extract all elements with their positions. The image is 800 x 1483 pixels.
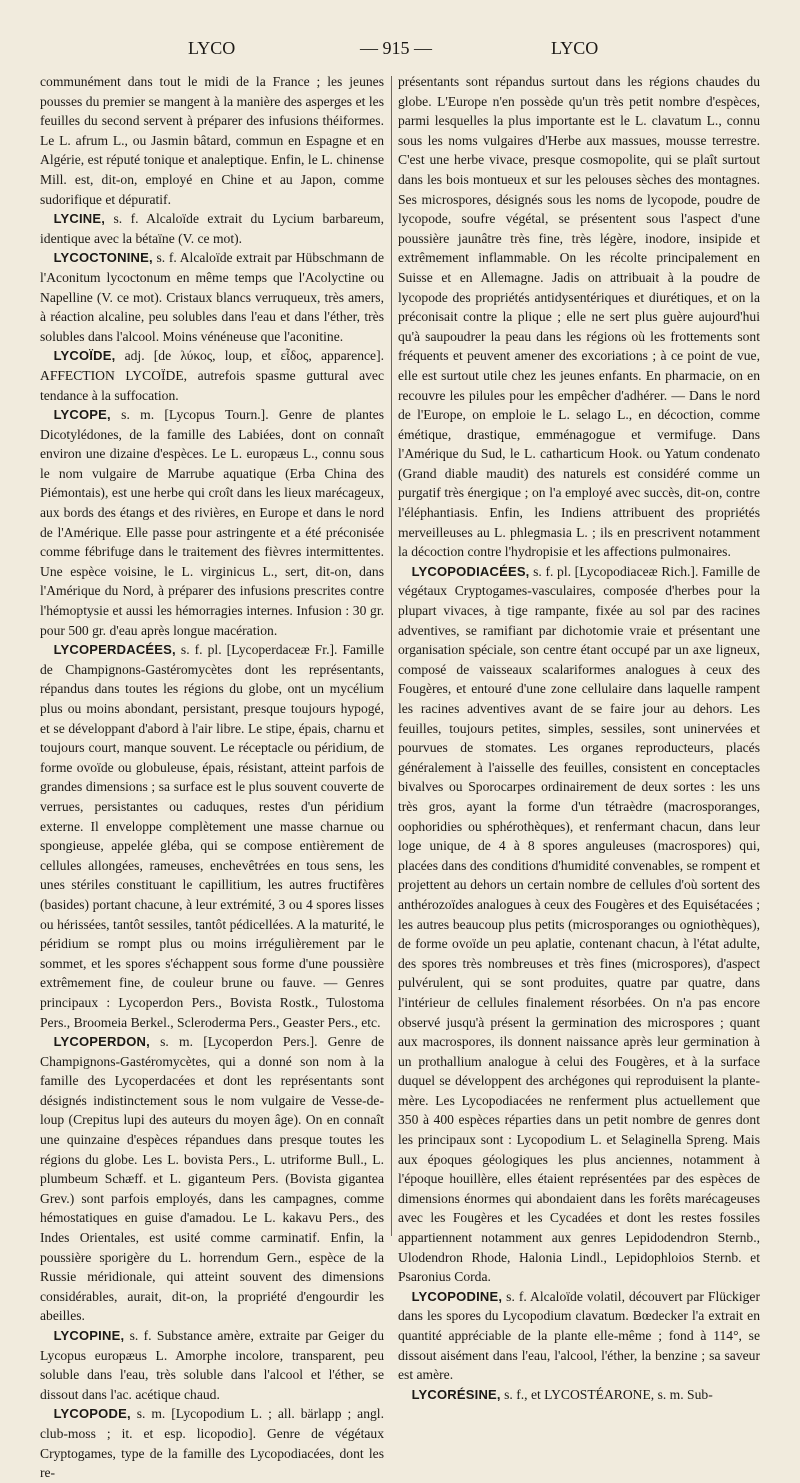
right-column xyxy=(398,72,760,1404)
entry-headword: LYCOPODE, xyxy=(53,1406,131,1422)
entry-text: s. f. Alcaloïde volatil, découvert par Flückiger dans les spores du Lycopodium clavatum. Bœdecker l'a extrait en quantité appréciable de la plante elle-même ; fond à 114°, se dissout aisément dans l'eau, l'alcool, l'éther, la benzine ; sa saveur est amère. xyxy=(398,1288,760,1383)
entry-headword: LYCOPODINE, xyxy=(411,1288,503,1304)
entry-lycoide xyxy=(40,346,384,405)
entry-lycope xyxy=(40,405,384,640)
entry-text: s. f. pl. [Lycoperdaceæ Fr.]. Famille de Champignons-Gastéromycètes dont les représentants, répandus dans toutes les régions du globe, ont un mycélium plus ou moins abondant, persistant, presque toujours hypogé, et se développant d'abord à l'air libre. Le stipe, épais, charnu et toujours court, manque souvent. Le réceptacle ou péridium, de forme ovoïde ou globuleuse, épais, résistant, atteint parfois de grandes dimensions ; sa surface est le plus souvent couverte de verrues, persistantes ou caduques, restes d'un péridium externe. Il enveloppe complètement une masse charnue ou spongieuse, appelée gléba, qui se compose entièrement de cellules allongées, rameuses, enchevêtrées en tous sens, les unes stériles constituant le capillitium, les autres fructifères (basides) portant chacune, à leur extrémité, 3 ou 4 spores lisses ou hérissées, tantôt sessiles, tantôt pédicellées. A la maturité, le péridium se rompt plus ou moins irrégulièrement par le sommet, et les spores s'échappent sous forme d'une poussière extrêmement fine, de couleur brune ou fauve. — Genres principaux : Lycoperdon Pers., Bovista Rostk., Tulostoma Pers., Broomeia Berkel., Scleroderma Pers., Geaster Pers., etc. xyxy=(40,642,384,1030)
running-header xyxy=(0,38,800,64)
entry-text: communément dans tout le midi de la France ; les jeunes pousses du premier se mangent à la manière des asperges et les feuilles du second servent à préparer des infusions théiformes. Le L. afrum L., ou Jasmin bâtard, commun en Espagne et en Algérie, est réputé tonique et analeptique. Enfin, le L. chinense Mill. est, dit-on, employé en Chine et au Japon, comme sudorifique et dépuratif. xyxy=(40,74,384,207)
entry-text: s. f. Alcaloïde extrait du Lycium barbareum, identique avec la bétaïne (V. ce mot). xyxy=(40,211,384,246)
entry-headword: LYCOÏDE, xyxy=(53,348,116,364)
entry-headword: LYCOCTONINE, xyxy=(53,250,153,266)
entry-headword: LYCINE, xyxy=(53,211,106,227)
entry-lycine xyxy=(40,209,384,248)
entry-continuation xyxy=(398,72,760,562)
entry-text: s. f., et LYCOSTÉARONE, s. m. Sub- xyxy=(500,1386,713,1402)
page-number: — 915 — xyxy=(360,38,432,58)
entry-lycopode xyxy=(40,1404,384,1482)
entry-text: s. f. Substance amère, extraite par Geiger du Lycopus europæus L. Amorphe incolore, transparent, peu soluble dans l'eau, très soluble dans l'alcool et l'éther, se dissout dans l'ac. acétique chaud. xyxy=(40,1328,384,1402)
entry-headword: LYCORÉSINE, xyxy=(411,1386,501,1402)
column-divider xyxy=(391,76,392,1236)
entry-headword: LYCOPERDON, xyxy=(53,1034,150,1050)
entry-lycopodine xyxy=(398,1287,760,1385)
entry-headword: LYCOPINE, xyxy=(53,1328,125,1343)
entry-text: s. m. [Lycoperdon Pers.]. Genre de Champignons-Gastéromycètes, qui a donné son nom à la famille des Lycoperdacées et dont les représentants sont désignés indistinctement sous le nom vulgaire de Vesse-de-loup (Crepitus lupi des auteurs du moyen âge). On en connaît une quinzaine d'espèces répandues dans presque toutes les régions du globe. Les L. bovista Pers., L. utriforme Bull., L. plumbeum Schæff. et L. giganteum Pers. (Bovista gigantea Grev.) sont parfois employés, dans les campagnes, comme hémostatiques en guise d'amadou. Le L. kakavu Pers., des Indes Orientales, est usité comme carminatif. Enfin, la poussière sporigère du L. horrendum Gern., espèce de la Russie méridionale, qui atteint souvent des dimensions considérables, aurait, dit-on, la propriété d'engourdir les abeilles. xyxy=(40,1034,384,1324)
entry-text: s. f. Alcaloïde extrait par Hübschmann de l'Aconitum lycoctonum en même temps que l'Acolyctine ou Napelline (V. ce mot). Cristaux blancs verruqueux, très amers, à réaction alcaline, peu solubles dans l'eau et dans l'éther, très solubles dans l'alcool. Moins vénéneuse que l'aconitine. xyxy=(40,250,384,344)
entry-headword: LYCOPERDACÉES, xyxy=(53,642,176,658)
entry-continuation xyxy=(40,72,384,209)
entry-text: s. m. [Lycopus Tourn.]. Genre de plantes Dicotylédones, de la famille des Labiées, dont on connaît environ une dizaine d'espèces. Le L. europæus L., connu sous le nom vulgaire de Marrube aquatique (Erba China des Piémontais), est une herbe qui croît dans les lieux marécageux, aux bords des étangs et des rivières, en Europe et dans le nord de l'Amérique. Elle passe pour astringente et a été préconisée comme fébrifuge dans le traitement des fièvres intermittentes. Une espèce voisine, le L. virginicus L., sert, dit-on, dans l'Amérique du Nord, à préparer des infusions prescrites contre l'hémoptysie et aussi les hémorragies internes. Infusion : 30 gr. pour 500 gr. d'eau après longue macération. xyxy=(40,407,384,638)
entry-lycoctonine xyxy=(40,248,384,346)
entry-lycoperdon xyxy=(40,1032,384,1326)
header-left: LYCO xyxy=(188,38,236,58)
entry-lycopine xyxy=(40,1326,384,1404)
entry-text: s. f. pl. [Lycopodiaceæ Rich.]. Famille de végétaux Cryptogames-vasculaires, composée d'herbes pour la plupart vivaces, à tige rampante, fixée au sol par des racines adventives, se ramifiant par dichotomie vraie et présentant une organisation spéciale, son centre étant occupé par un axe ligneux, composé de vaisseaux scalariformes analogues à ceux des Fougères, et entouré d'une zone cellulaire dans laquelle rampent les racines adventives avant de se faire jour au dehors. Les feuilles, toujours petites, simples, sessiles, sont uninervées et pourvues de stomates. Les organes reproducteurs, placés généralement à l'aisselle des feuilles, consistent en conceptacles bivalves ou Sporocarpes ordinairement de deux sortes : les uns très gros, ayant la forme d'un tétraèdre (macrosporanges, oophoridies ou sphérothèques), et renfermant chacun, dans leur loge unique, de 4 à 8 spores anguleuses (macrospores) qui, placées dans des conditions d'humidité convenables, se rompent et projettent au dehors un certain nombre de cellules d'où sortent des anthérozoïdes analogues à ceux des Fougères et des Equisétacées ; les autres beaucoup plus petits (microsporanges ou ogniothèques), de forme ovoïde un peu aplatie, contenant chacun, à l'état adulte, des spores très nombreuses et très fines (microspores), d'aspect pulvérulent, qui se sont produites, quatre par quatre, dans l'intérieur de cellules finalement résorbées. On n'a pas encore observé jusqu'à présent la germination des microspores ; quant aux macrospores, ils donnent naissance après leur germination à un prothallium analogue à celui des Fougères, et à la surface duquel se développent des archégones qui reproduisent la plante-mère. Les Lycopodiacées ne renferment plus actuellement que 350 à 400 espèces réparties dans un petit nombre de genres dont les principaux sont : Lycopodium L. et Selaginella Spreng. Mais aux époques géologiques les plus anciennes, notamment à l'époque houillère, elles étaient représentées par des espèces de dimensions énormes qui abondaient dans les forêts marécageuses avec les Fougères et les Cycadées et dont les restes fossiles appartiennent notamment aux genres Lepidodendron Sternb., Ulodendron Rhode, Halonia Lindl., Lepidophloios Sternb. et Psaronius Corda. xyxy=(398,563,760,1285)
entry-headword: LYCOPE, xyxy=(53,407,111,423)
entry-text: présentants sont répandus surtout dans les régions chaudes du globe. L'Europe n'en possède qu'un très petit nombre d'espèces, parmi lesquelles la plus importante est le L. clavatum L., connu sous les noms vulgaires d'Herbe aux massues, mousse terrestre. C'est une herbe vivace, presque cosmopolite, qui se plaît surtout dans les bois montueux et sur les pelouses sèches des montagnes. Ses microspores, désignés sous les noms de lycopode, poudre de lycopode, soufre végétal, se présentent sous l'aspect d'une poussière jaunâtre très fine, très légère, inodore, insipide et extrêmement inflammable. On les récolte principalement en Suisse et en Allemagne. Jadis on attribuait à la poudre de lycopode des propriétés antidysentériques et diurétiques, et on la préconisait contre la plique ; elle ne sert plus guère aujourd'hui qu'à saupoudrer la peau dans les régions où les frottements sont fréquents et peuvent amener des excoriations ; à ce point de vue, elle est surtout utile chez les jeunes enfants. En pharmacie, on en recouvre les pilules pour les empêcher d'adhérer. — Dans le nord de l'Europe, on emploie le L. selago L., en décoction, comme émétique, drastique, emménagogue et vermifuge. Dans l'Amérique du Sud, le L. catharticum Hook. ou Yatum condenato (Grand diable maudit) des naturels est considéré comme un purgatif très énergique ; on l'a employé avec succès, dit-on, contre l'éléphantiasis. Enfin, les Indiens attribuent des propriétés merveilleuses au L. phlegmasia L. ; ils en prescrivent notamment la décoction contre l'hydropisie et les affections pulmonaires. xyxy=(398,74,760,560)
entry-headword: LYCOPODIACÉES, xyxy=(411,563,530,579)
entry-text: s. m. [Lycopodium L. ; all. bärlapp ; angl. club-moss ; it. et esp. licopodio]. Genre de végétaux Cryptogames, type de la famille des Lycopodiacées, dont les re- xyxy=(40,1406,384,1481)
entry-lycoperdacees xyxy=(40,640,384,1032)
entry-lycoresine xyxy=(398,1385,760,1405)
entry-lycopodiacees xyxy=(398,562,760,1287)
left-column xyxy=(40,72,384,1483)
header-right: LYCO xyxy=(551,38,599,58)
entry-text: adj. [de λύκος, loup, et εἶδος, apparence]. AFFECTION LYCOÏDE, autrefois spasme guttural avec tendance à la suffocation. xyxy=(40,348,384,403)
